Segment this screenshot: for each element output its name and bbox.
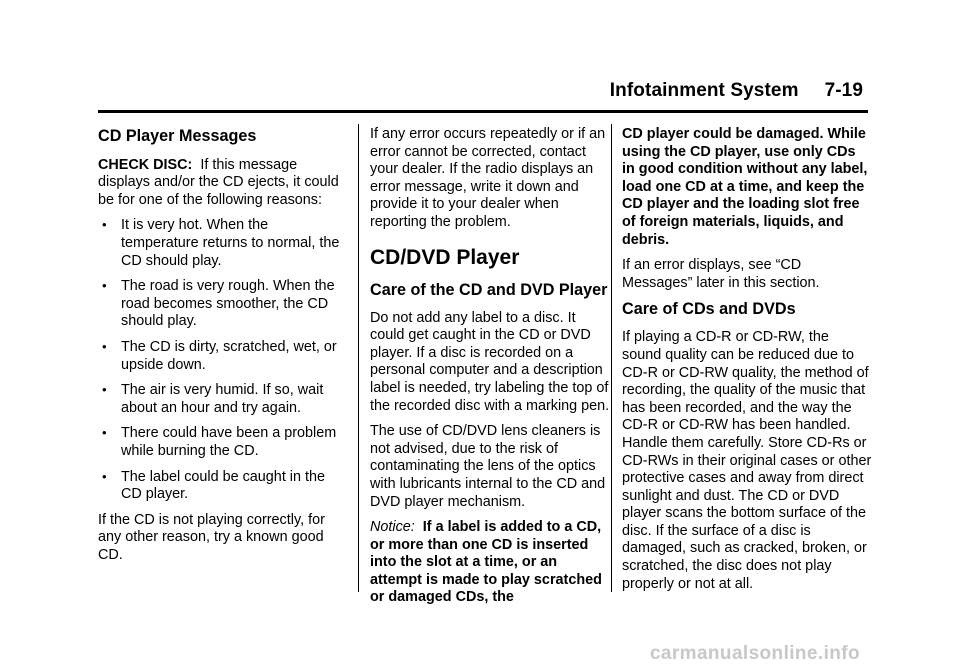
header-title: Infotainment System xyxy=(609,80,799,101)
check-disc-term: CHECK DISC: xyxy=(98,156,193,173)
list-item xyxy=(98,425,346,460)
lens-cleaners-paragraph: The use of CD/DVD lens cleaners is not advised, due to the risk of contaminating the lens of the optics with lubricants internal to the CD and DVD player mechanism. xyxy=(370,423,606,510)
list-item-text: The label could be caught in the CD player. xyxy=(121,468,326,503)
section-heading-cd-dvd-player: CD/DVD Player xyxy=(370,245,520,269)
list-item-text: There could have been a problem while burning the CD. xyxy=(121,425,337,459)
list-item-text: The road is very rough. When the road becomes smoother, the CD should play. xyxy=(121,278,335,330)
check-disc-paragraph xyxy=(98,157,346,210)
column-divider-2 xyxy=(611,124,612,592)
bullet-icon: • xyxy=(102,338,107,354)
header-rule xyxy=(98,110,868,113)
list-item-text: The air is very humid. If so, wait about an hour and try again. xyxy=(121,382,324,416)
list-item xyxy=(98,278,346,331)
error-paragraph: If any error occurs repeatedly or if an error cannot be corrected, contact your dealer. If the radio displays an error message, write it down and provide it to your dealer when reporting the problem. xyxy=(370,126,606,230)
column-3 xyxy=(622,126,872,601)
subheading-care-of-player: Care of the CD and DVD Player xyxy=(370,280,608,299)
page-header xyxy=(610,80,863,102)
bullet-icon: • xyxy=(102,468,107,484)
cdr-paragraph: If playing a CD-R or CD-RW, the sound quality can be reduced due to CD-R or CD-RW quality, the method of recording, the quality of the music that has been recorded, and the way the CD-R or CD-RW has been handled. Handle them carefully. Store CD-Rs or CD-RWs in their original cases or other protective cases and away from direct sunlight and dust. The CD or DVD player scans the bottom surface of the disc. If the surface of a disc is damaged, such as cracked, broken, or scratched, the disc does not play properly or not at all. xyxy=(622,329,872,592)
notice-text-end: CD player could be damaged. While using the CD player, use only CDs in good condition without any label, load one CD at a time, and keep the CD player and the loading slot free of foreign materials, liquids, and debris. xyxy=(622,126,868,248)
list-item xyxy=(98,382,346,417)
reasons-list xyxy=(98,217,346,503)
page-number: 7-19 xyxy=(824,80,863,101)
closing-paragraph: If the CD is not playing correctly, for any other reason, try a known good CD. xyxy=(98,511,325,563)
bullet-icon: • xyxy=(102,382,107,398)
list-item xyxy=(98,469,346,504)
bullet-icon: • xyxy=(102,278,107,294)
list-item-text: The CD is dirty, scratched, wet, or upside down. xyxy=(121,338,337,373)
list-item-text: It is very hot. When the temperature returns to normal, the CD should play. xyxy=(121,217,340,269)
notice-paragraph xyxy=(370,519,610,607)
check-disc-text: If this message displays and/or the CD ejects, it could be for one of the following reasons: xyxy=(98,156,339,208)
watermark: carmanualsonline.info xyxy=(649,643,860,664)
bullet-icon: • xyxy=(102,425,107,441)
notice-text-start: If a label is added to a CD, or more than one CD is inserted into the slot at a time, or an attempt is made to play scratched or damaged CDs, the xyxy=(370,519,602,606)
section-heading-cd-player-messages: CD Player Messages xyxy=(98,127,257,145)
bullet-icon: • xyxy=(102,217,107,233)
list-item xyxy=(98,217,346,270)
column-2 xyxy=(370,126,610,615)
subheading-care-of-cds: Care of CDs and DVDs xyxy=(622,300,796,319)
column-1 xyxy=(98,126,346,572)
list-item xyxy=(98,339,346,374)
column-divider-1 xyxy=(358,124,359,592)
label-paragraph: Do not add any label to a disc. It could get caught in the CD or DVD player. If a disc is recorded on a personal computer and a description label is needed, try labeling the top of the recorded disc with a marking pen. xyxy=(370,309,610,414)
notice-term: Notice: xyxy=(370,519,415,536)
error-reference-paragraph: If an error displays, see “CD Messages” later in this section. xyxy=(622,257,820,291)
